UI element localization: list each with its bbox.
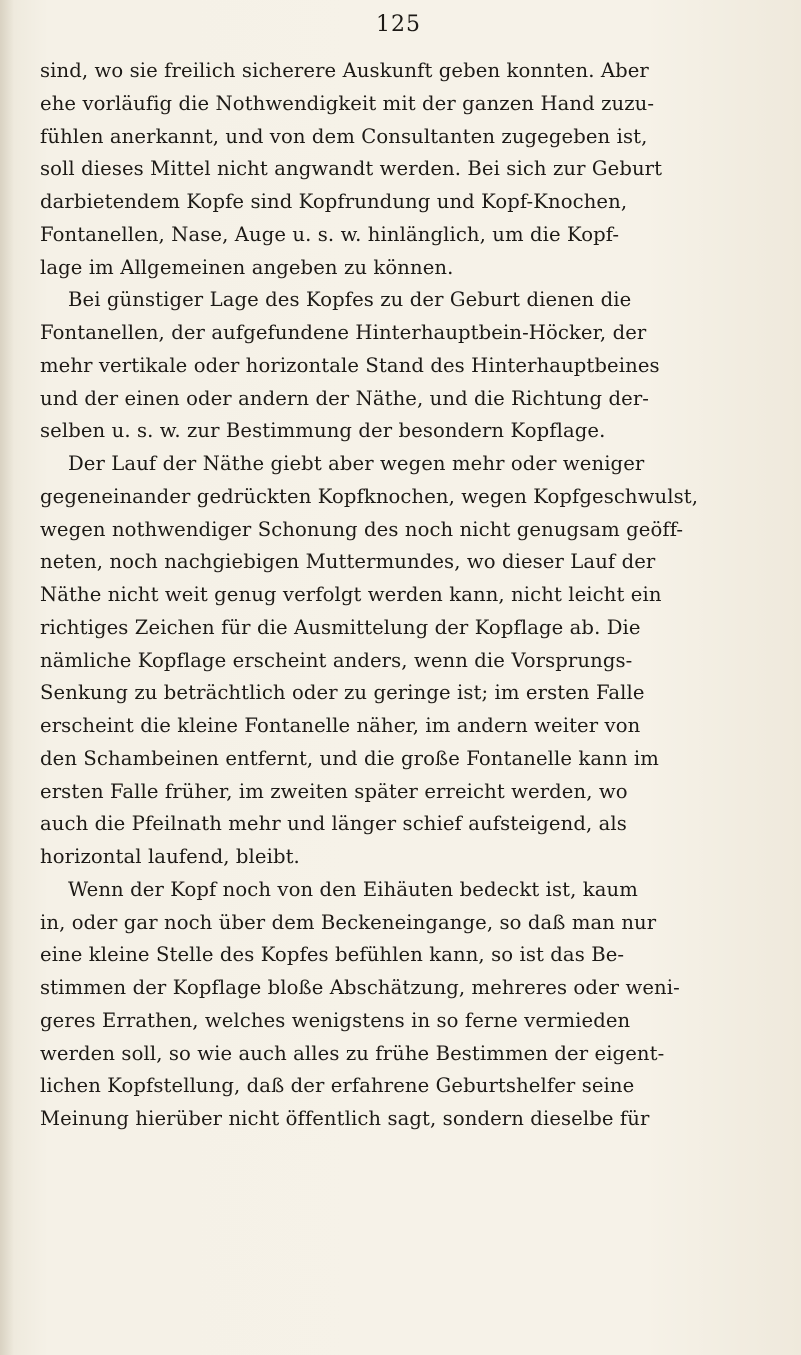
text-line: darbietendem Kopfe sind Kopfrundung und Kopf-Knochen,: [40, 190, 628, 213]
text-line: den Schambeinen entfernt, und die große Fontanelle kann im: [40, 746, 659, 770]
body-text: [40, 55, 770, 1136]
text-line: eine kleine Stelle des Kopfes befühlen kann, so ist das Be-: [40, 943, 625, 967]
text-line: Fontanellen, der aufgefundene Hinterhauptbein-Höcker, der: [40, 321, 647, 344]
text-line: gegeneinander gedrückten Kopfknochen, wegen Kopfgeschwulst,: [40, 484, 699, 508]
text-line: geres Errathen, welches wenigstens in so ferne vermieden: [40, 1008, 631, 1032]
text-line: nämliche Kopflage erscheint anders, wenn die Vorsprungs-: [40, 648, 633, 672]
text-line: horizontal laufend, bleibt.: [40, 845, 300, 868]
text-line: mehr vertikale oder horizontale Stand des Hinterhauptbeines: [40, 353, 660, 377]
text-line: lage im Allgemeinen angeben zu können.: [40, 255, 454, 279]
text-line: Meinung hierüber nicht öffentlich sagt, sondern dieselbe für: [40, 1107, 650, 1130]
text-line: neten, noch nachgiebigen Muttermundes, wo dieser Lauf der: [40, 550, 656, 574]
text-line: Der Lauf der Näthe giebt aber wegen mehr oder weniger: [68, 452, 645, 475]
text-line: werden soll, so wie auch alles zu frühe Bestimmen der eigent-: [40, 1041, 665, 1065]
text-line: auch die Pfeilnath mehr und länger schief aufsteigend, als: [40, 812, 627, 836]
text-line: Näthe nicht weit genug verfolgt werden kann, nicht leicht ein: [40, 583, 662, 606]
gutter-shadow: [0, 0, 14, 1355]
text-line: Wenn der Kopf noch von den Eihäuten bedeckt ist, kaum: [68, 877, 638, 901]
text-line: ehe vorläufig die Nothwendigkeit mit der ganzen Hand zuzu-: [40, 91, 655, 115]
text-line: ersten Falle früher, im zweiten später erreicht werden, wo: [40, 779, 628, 803]
text-line: lichen Kopfstellung, daß der erfahrene Geburtshelfer seine: [40, 1074, 635, 1098]
text-line: wegen nothwendiger Schonung des noch nicht genugsam geöff-: [40, 517, 684, 541]
page-number: 125: [376, 12, 421, 37]
text-line: Fontanellen, Nase, Auge u. s. w. hinlänglich, um die Kopf-: [40, 222, 620, 246]
text-line: selben u. s. w. zur Bestimmung der besondern Kopflage.: [40, 419, 606, 443]
text-line: fühlen anerkannt, und von dem Consultanten zugegeben ist,: [40, 124, 648, 148]
text-line: in, oder gar noch über dem Beckeneingange, so daß man nur: [40, 910, 657, 934]
text-line: soll dieses Mittel nicht angwandt werden. Bei sich zur Geburt: [40, 157, 663, 181]
text-line: Bei günstiger Lage des Kopfes zu der Geburt dienen die: [68, 288, 632, 312]
text-line: richtiges Zeichen für die Ausmittelung der Kopflage ab. Die: [40, 615, 641, 639]
text-line: sind, wo sie freilich sicherere Auskunft geben konnten. Aber: [40, 59, 649, 82]
text-line: Senkung zu beträchtlich oder zu geringe ist; im ersten Falle: [40, 681, 645, 705]
text-line: stimmen der Kopflage bloße Abschätzung, mehreres oder weni-: [40, 976, 680, 999]
text-line: und der einen oder andern der Näthe, und die Richtung der-: [40, 386, 650, 410]
text-line: erscheint die kleine Fontanelle näher, im andern weiter von: [40, 714, 641, 737]
